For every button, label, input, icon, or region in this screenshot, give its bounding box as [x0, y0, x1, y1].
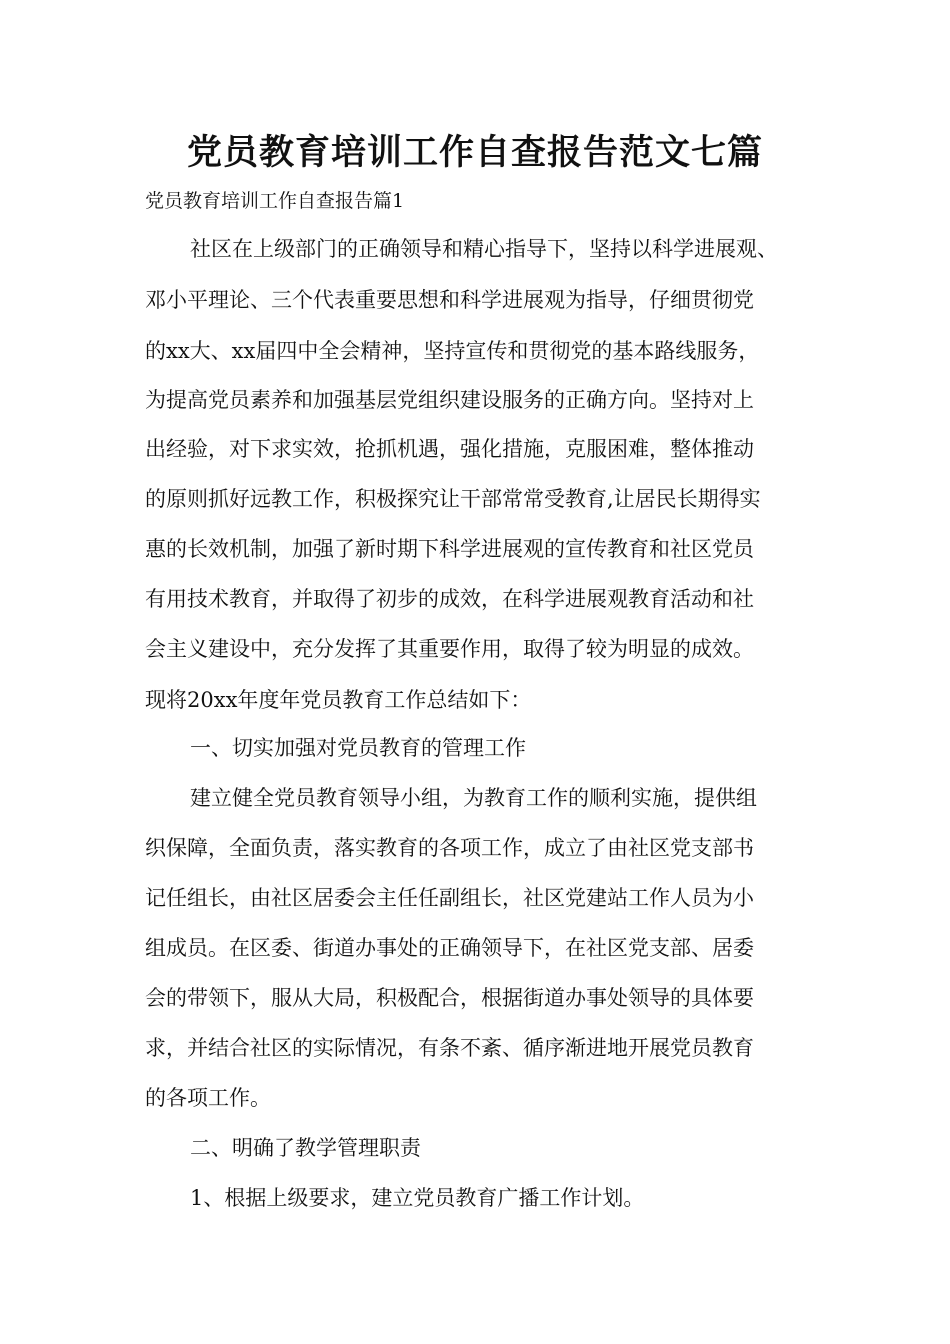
section-heading: 二、明确了教学管理职责	[190, 1136, 421, 1160]
section-subtitle: 党员教育培训工作自查报告篇1	[145, 190, 405, 212]
paragraph-line: 会主义建设中，充分发挥了其重要作用，取得了较为明显的成效。	[145, 637, 754, 661]
paragraph-line: 的xx大、xx届四中全会精神，坚持宣传和贯彻党的基本路线服务，	[145, 339, 760, 363]
paragraph-line: 记任组长，由社区居委会主任任副组长，社区党建站工作人员为小	[145, 886, 754, 910]
paragraph-line: 出经验，对下求实效，抢抓机遇，强化措施，克服困难，整体推动	[145, 437, 754, 461]
paragraph-line: 会的带领下，服从大局，积极配合，根据街道办事处领导的具体要	[145, 986, 754, 1010]
section-heading: 一、切实加强对党员教育的管理工作	[190, 736, 526, 760]
paragraph-line: 建立健全党员教育领导小组，为教育工作的顺利实施，提供组	[190, 786, 757, 810]
paragraph-line: 现将20xx年度年党员教育工作总结如下：	[145, 688, 532, 712]
paragraph-line: 的各项工作。	[145, 1086, 271, 1110]
paragraph-line: 有用技术教育，并取得了初步的成效，在科学进展观教育活动和社	[145, 587, 754, 611]
paragraph-line: 社区在上级部门的正确领导和精心指导下，坚持以科学进展观、	[190, 237, 778, 261]
document-title: 党员教育培训工作自查报告范文七篇	[186, 133, 763, 173]
paragraph-line: 为提高党员素养和加强基层党组织建设服务的正确方向。坚持对上	[145, 388, 754, 412]
paragraph-line: 的原则抓好远教工作，积极探究让干部常常受教育,让居民长期得实	[145, 487, 761, 511]
paragraph-line: 织保障，全面负责，落实教育的各项工作，成立了由社区党支部书	[145, 836, 754, 860]
paragraph-line: 邓小平理论、三个代表重要思想和科学进展观为指导，仔细贯彻党	[145, 288, 754, 312]
paragraph-line: 惠的长效机制，加强了新时期下科学进展观的宣传教育和社区党员	[145, 537, 754, 561]
list-item: 1、根据上级要求，建立党员教育广播工作计划。	[190, 1186, 645, 1210]
paragraph-line: 组成员。在区委、街道办事处的正确领导下，在社区党支部、居委	[145, 936, 754, 960]
paragraph-line: 求，并结合社区的实际情况，有条不紊、循序渐进地开展党员教育	[145, 1036, 754, 1060]
